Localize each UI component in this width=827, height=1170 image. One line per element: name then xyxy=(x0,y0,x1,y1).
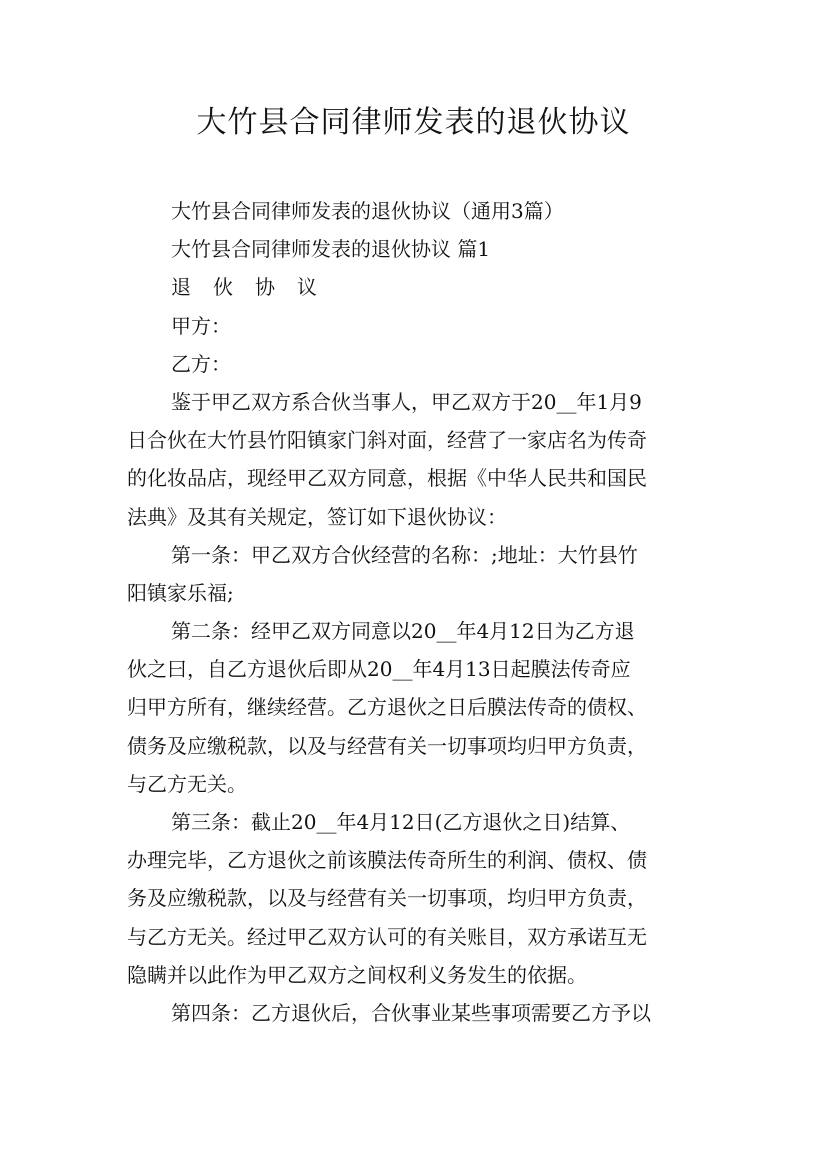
paragraph-line: 归甲方所有，继续经营。乙方退伙之日后膜法传奇的债权、 xyxy=(127,695,647,720)
paragraph-line: 退伙协议 xyxy=(171,275,339,300)
paragraph-line: 与乙方无关。 xyxy=(127,771,247,796)
paragraph-line: 的化妆品店，现经甲乙双方同意，根据《中华人民共和国民 xyxy=(127,466,647,491)
paragraph-line: 第四条：乙方退伙后，合伙事业某些事项需要乙方予以 xyxy=(171,1000,651,1025)
paragraph-line: 法典》及其有关规定，签订如下退伙协议： xyxy=(127,504,507,529)
paragraph-line: 务及应缴税款，以及与经营有关一切事项，均归甲方负责， xyxy=(127,886,647,911)
paragraph-line: 大竹县合同律师发表的退伙协议 篇1 xyxy=(171,237,491,262)
paragraph-line: 第一条：甲乙双方合伙经营的名称：;地址：大竹县竹 xyxy=(171,542,638,567)
paragraph-line: 日合伙在大竹县竹阳镇家门斜对面，经营了一家店名为传奇 xyxy=(127,428,647,453)
paragraph-line: 阳镇家乐福; xyxy=(127,580,234,605)
paragraph-line: 乙方： xyxy=(171,351,231,376)
paragraph-line: 第二条：经甲乙双方同意以20__年4月12日为乙方退 xyxy=(171,619,635,644)
document-body xyxy=(127,192,713,1032)
paragraph-line: 甲方： xyxy=(171,313,231,338)
paragraph-line: 隐瞒并以此作为甲乙双方之间权利义务发生的依据。 xyxy=(127,962,587,987)
paragraph-line: 伙之曰，自乙方退伙后即从20__年4月13日起膜法传奇应 xyxy=(127,657,631,682)
paragraph-line: 第三条：截止20__年4月12日(乙方退伙之日)结算、 xyxy=(171,810,631,834)
paragraph-line: 鉴于甲乙双方系合伙当事人，甲乙双方于20__年1月9 xyxy=(171,389,642,414)
paragraph-line: 办理完毕，乙方退伙之前该膜法传奇所生的利润、债权、债 xyxy=(127,848,647,873)
document-title: 大竹县合同律师发表的退伙协议 xyxy=(196,105,631,140)
paragraph-line: 债务及应缴税款，以及与经营有关一切事项均归甲方负责， xyxy=(127,733,647,758)
paragraph-line: 与乙方无关。经过甲乙双方认可的有关账目，双方承诺互无 xyxy=(127,924,647,949)
paragraph-line: 大竹县合同律师发表的退伙协议（通用3篇） xyxy=(171,199,564,223)
